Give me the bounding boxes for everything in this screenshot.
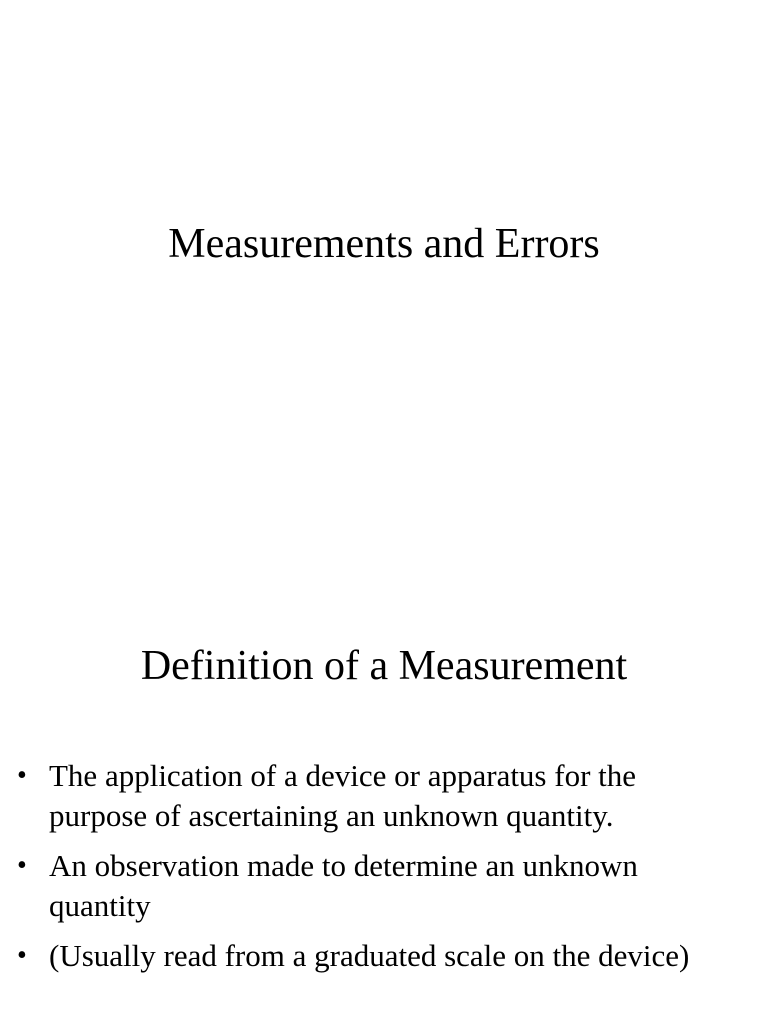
bullet-text-3: (Usually read from a graduated scale on the device) bbox=[49, 938, 690, 973]
slide-title-measurements-and-errors: Measurements and Errors bbox=[168, 221, 600, 267]
bullet-dot-icon: • bbox=[17, 760, 27, 791]
bullet-dot-icon: • bbox=[17, 940, 27, 971]
definition-bullet-list bbox=[0, 756, 768, 986]
bullet-text-1: The application of a device or apparatus for the purpose of ascertaining an unknown quantity. bbox=[49, 758, 637, 833]
bullet-dot-icon: • bbox=[17, 850, 27, 881]
bullet-item-1 bbox=[0, 756, 768, 836]
bullet-text-2: An observation made to determine an unknown quantity bbox=[49, 848, 638, 923]
bullet-item-2 bbox=[0, 846, 768, 926]
slide-title-definition: Definition of a Measurement bbox=[140, 643, 628, 689]
bullet-item-3 bbox=[0, 936, 768, 976]
